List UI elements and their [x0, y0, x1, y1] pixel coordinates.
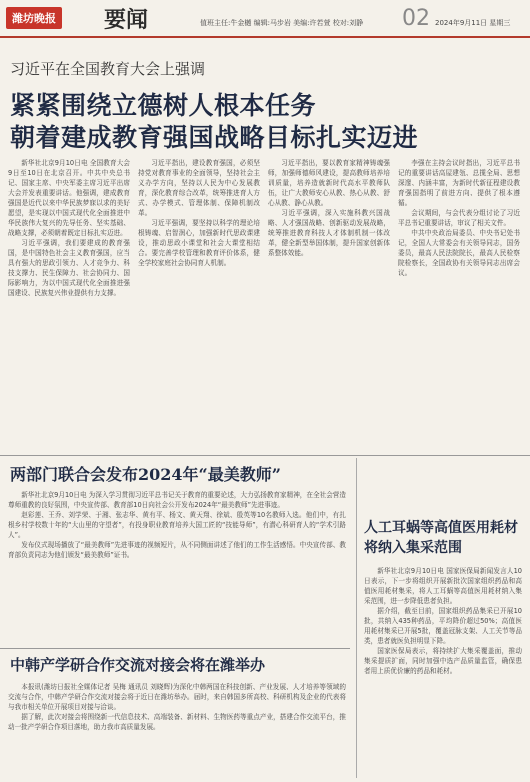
article-4-paragraph: 本报讯(潍坊日报社全媒体记者 吴梅 通讯员 刘晓辉)为深化中韩两国在科技创新、产业发展、人才培养等领域的交流与合作，中韩产学研合作交流对接会将于近日在潍坊举办。届时，来自韩国多所高校、科研机构及企业的代表将与我市相关单位开展项目对接与洽谈。 — [8, 683, 346, 711]
lead-column-1 — [8, 158, 130, 448]
lead-column-4 — [398, 158, 520, 448]
lead-kicker: 习近平在全国教育大会上强调 — [10, 60, 206, 78]
lead-paragraph: 李强在主持会议时指出，习近平总书记的重要讲话高屋建瓴、总揽全局、思想深邃、内涵丰富，为新时代新征程建设教育强国指明了前进方向、提供了根本遵循。 — [398, 159, 520, 207]
issue-date: 2024年9月11日 星期三 — [435, 19, 511, 27]
article-3-body — [364, 566, 522, 778]
lead-paragraph: 会议期间，与会代表分组讨论了习近平总书记重要讲话，审议了相关文件。 — [398, 209, 520, 227]
lead-paragraph: 习近平指出，要以教育家精神铸魂强师，加强师德师风建设，提高教师培养培训质量，培养造就新时代高水平教师队伍，让广大教师安心从教、热心从教、舒心从教、静心从教。 — [268, 159, 390, 207]
article-2-headline: 两部门联合会发布2024年“最美教师” — [10, 465, 281, 484]
staff-credits: 值班主任:牛金樾 编辑:马步岩 美编:许若萱 校对:刘静 — [200, 19, 364, 27]
article-2-body — [8, 490, 346, 642]
article-3-paragraph: 国家医保局表示，将持续扩大集采覆盖面，推动集采提质扩面，同时加强中选产品质量监管，确保患者用上质优价廉的药品和耗材。 — [364, 647, 522, 675]
lead-column-2 — [138, 158, 260, 448]
newspaper-logo: 潍坊晚报 — [6, 7, 62, 29]
article-4-paragraph: 据了解，此次对接会将围绕新一代信息技术、高端装备、新材料、生物医药等重点产业，搭建合作交流平台，推动一批产学研合作项目落地，助力我市高质量发展。 — [8, 713, 346, 731]
article-2-paragraph: 新华社北京9月10日电 为深入学习贯彻习近平总书记关于教育的重要论述，大力弘扬教育家精神，在全社会营造尊师重教的良好氛围，中央宣传部、教育部10日向社会公开发布2024年“最美教师”先进事迹。 — [8, 491, 346, 509]
lead-paragraph: 新华社北京9月10日电 全国教育大会9日至10日在北京召开。中共中央总书记、国家主席、中央军委主席习近平出席大会并发表重要讲话。他强调，建成教育强国是近代以来中华民族梦寐以求的美好愿望，是实现以中国式现代化全面推进中华民族伟大复兴的先导任务、坚实基础、战略支撑，必须朝着既定目标扎实迈进。 — [8, 159, 130, 237]
page-number: 02 — [402, 6, 430, 31]
lead-paragraph: 习近平强调，要坚持以科学的理论培根铸魂、启智润心，加强新时代思政课建设，推动思政小课堂和社会大课堂相结合。要完善学校管理和教育评价体系，健全学校家庭社会协同育人机制。 — [138, 219, 260, 267]
lead-headline-line-1: 紧紧围绕立德树人根本任务 — [10, 91, 317, 120]
lead-paragraph: 习近平指出，建设教育强国，必须坚持党对教育事业的全面领导，坚持社会主义办学方向，坚持以人民为中心发展教育，深化教育综合改革，统筹推进育人方式、办学模式、管理体制、保障机制改革。 — [138, 159, 260, 217]
masthead — [0, 0, 530, 38]
article-2-paragraph: 发布仪式现场播放了“最美教师”先进事迹的视频短片，从不同侧面讲述了他们的工作生活感悟。中央宣传部、教育部负责同志为他们颁发“最美教师”证书。 — [8, 541, 346, 559]
lead-paragraph: 中共中央政治局委员、中央书记处书记，全国人大常委会有关领导同志，国务委员，最高人民法院院长，最高人民检察院检察长，全国政协有关领导同志出席会议。 — [398, 229, 520, 277]
section-divider — [0, 455, 530, 456]
lead-headline-line-2: 朝着建成教育强国战略目标扎实迈进 — [10, 123, 419, 152]
lead-article-body — [8, 158, 520, 448]
section-title: 要闻 — [104, 7, 149, 33]
article-3-paragraph: 新华社北京9月10日电 国家医保局新闻发言人10日表示，下一步将组织开展新批次国家组织药品和高值医用耗材集采，将人工耳蜗等高值医用耗材纳入集采范围，进一步降低患者负担。 — [364, 567, 522, 605]
article-2-paragraph: 赵彩莲、王乔、刘学荣、于湘、张志华、黄有平、杨文、黄天翔、徐斌、殷英等10名教师入选。他们中，有扎根乡村学校数十年的“大山里的守望者”，有投身职业教育培养大国工匠的“技能导师”，有潜心科研育人的“学术引路人”。 — [8, 511, 346, 539]
article-4-body — [8, 682, 346, 778]
article-4-headline: 中韩产学研合作交流对接会将在潍举办 — [10, 656, 266, 674]
article-3-paragraph: 据介绍，截至目前，国家组织药品集采已开展10批，共纳入435种药品，平均降价超过50%；高值医用耗材集采已开展5批，覆盖冠脉支架、人工关节等品类，患者就医负担明显下降。 — [364, 607, 522, 645]
lead-paragraph: 习近平强调，深入实施科教兴国战略、人才强国战略、创新驱动发展战略，统筹推进教育科技人才体制机制一体改革，健全新型举国体制，提升国家创新体系整体效能。 — [268, 209, 390, 257]
section-divider — [0, 648, 350, 649]
article-3-headline: 人工耳蜗等高值医用耗材将纳入集采范围 — [364, 520, 518, 556]
column-divider — [356, 458, 357, 778]
lead-paragraph: 习近平强调，我们要建成的教育强国，是中国特色社会主义教育强国，应当具有强大的思政引领力、人才竞争力、科技支撑力、民生保障力、社会协同力、国际影响力，为以中国式现代化全面推进强国建设、民族复兴伟业提供有力支撑。 — [8, 239, 130, 297]
lead-column-3 — [268, 158, 390, 448]
